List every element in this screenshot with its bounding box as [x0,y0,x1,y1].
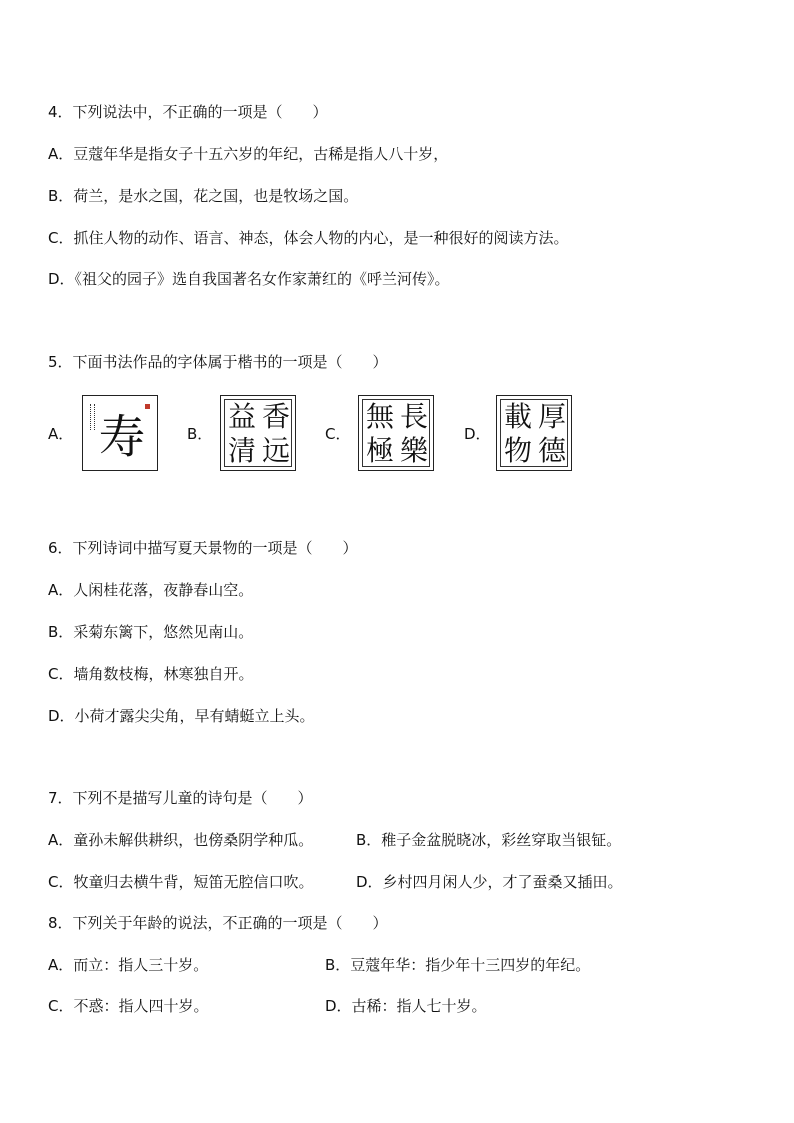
q5-option-c-label[interactable]: C． [325,425,351,443]
calligraphy-xiangyuan-icon[interactable] [220,395,296,471]
q7-option-b[interactable]: B．稚子金盆脱晓冰，彩丝穿取当银钲。 [356,831,622,849]
q4-option-a[interactable]: A．豆蔻年华是指女子十五六岁的年纪，古稀是指人八十岁， [48,145,449,163]
q4-stem: 4．下列说法中，不正确的一项是（ ） [48,103,328,121]
q4-option-c[interactable]: C．抓住人物的动作、语言、神态，体会人物的内心，是一种很好的阅读方法。 [48,229,569,247]
calligraphy-char: 寿 [99,410,145,464]
calligraphy-char: 載 [503,400,532,433]
q5-stem: 5．下面书法作品的字体属于楷书的一项是（ ） [48,353,388,371]
q7-option-a[interactable]: A．童孙未解供耕织，也傍桑阴学种瓜。 [48,831,314,849]
calligraphy-char: 香 [261,400,290,433]
q6-option-a[interactable]: A．人闲桂花落，夜静春山空。 [48,581,254,599]
q5-option-b-label[interactable]: B． [187,425,213,443]
calligraphy-char: 德 [537,434,566,467]
q7-stem: 7．下列不是描写儿童的诗句是（ ） [48,789,313,807]
q8-option-d[interactable]: D．古稀：指人七十岁。 [325,997,487,1015]
calligraphy-char: 物 [503,434,532,467]
q6-option-c[interactable]: C．墙角数枝梅，林寒独自开。 [48,665,254,683]
q6-option-b[interactable]: B．采菊东篱下，悠然见南山。 [48,623,254,641]
q4-option-b[interactable]: B．荷兰，是水之国，花之国，也是牧场之国。 [48,187,359,205]
q7-option-d[interactable]: D．乡村四月闲人少，才了蚕桑又插田。 [356,873,623,891]
calligraphy-char: 無 [365,400,394,433]
calligraphy-char: 远 [261,434,290,467]
calligraphy-houde-icon[interactable] [496,395,572,471]
red-seal-icon [145,404,150,409]
inscription-icon [94,404,97,430]
calligraphy-shou-icon[interactable] [82,395,158,471]
q8-option-b[interactable]: B．豆蔻年华：指少年十三四岁的年纪。 [325,956,591,974]
q8-option-a[interactable]: A．而立：指人三十岁。 [48,956,209,974]
q8-option-c[interactable]: C．不惑：指人四十岁。 [48,997,209,1015]
inscription-icon [90,404,93,430]
q5-option-d-label[interactable]: D． [464,425,491,443]
calligraphy-char: 厚 [537,400,566,433]
calligraphy-char: 樂 [399,434,428,467]
calligraphy-char: 長 [399,400,428,433]
q7-option-c[interactable]: C．牧童归去横牛背，短笛无腔信口吹。 [48,873,314,891]
q4-option-d[interactable]: D．《祖父的园子》选自我国著名女作家萧红的《呼兰河传》。 [48,270,450,288]
calligraphy-char: 極 [365,434,394,467]
q6-option-d[interactable]: D．小荷才露尖尖角，早有蜻蜓立上头。 [48,707,315,725]
calligraphy-changle-icon[interactable] [358,395,434,471]
calligraphy-char: 益 [227,400,256,433]
calligraphy-char: 清 [227,434,256,467]
q6-stem: 6．下列诗词中描写夏天景物的一项是（ ） [48,539,358,557]
q8-stem: 8．下列关于年龄的说法，不正确的一项是（ ） [48,914,388,932]
q5-option-a-label[interactable]: A． [48,425,74,443]
